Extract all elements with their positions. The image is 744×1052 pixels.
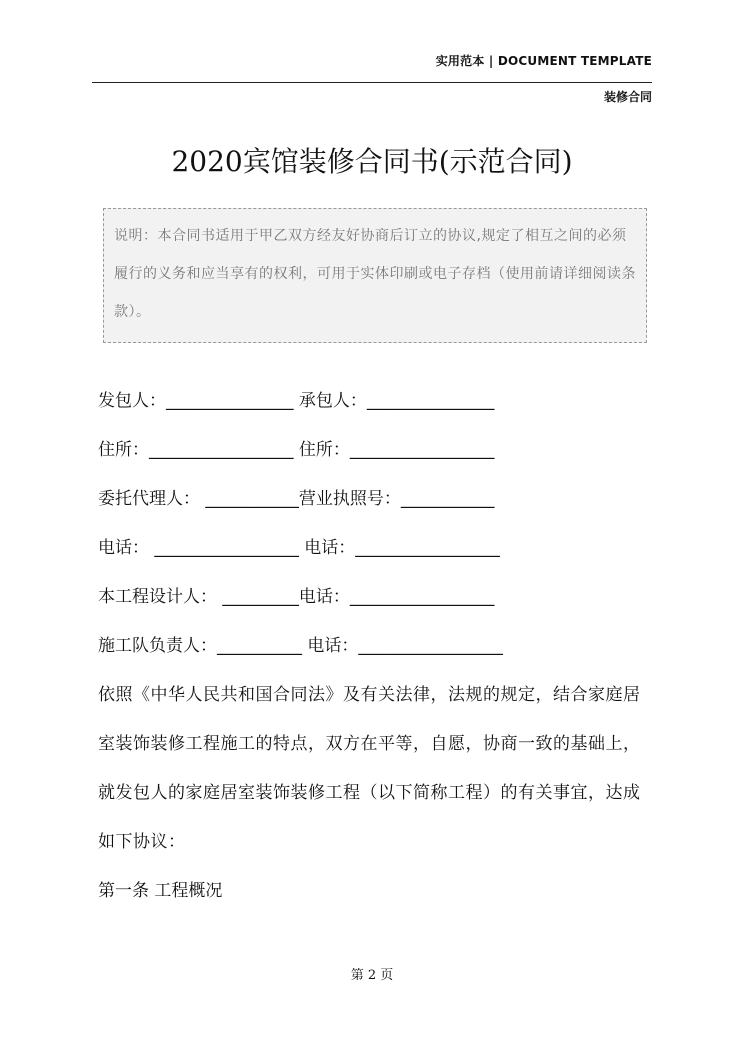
article-heading: 第一条 工程概况: [98, 881, 223, 901]
document-category-label: 装修合同: [603, 90, 652, 104]
field-line-agent-license: 委托代理人： ___________营业执照号：___________: [98, 489, 495, 509]
agreement-paragraph: 依照《中华人民共和国合同法》及有关法律，法规的规定，结合家庭居室装饰装修工程施工的特点，双方在平等，自愿，协商一致的基础上，就发包人的家庭居室装饰装修工程（以下简称工程）的有关事宜，达成如下协议：: [98, 685, 641, 852]
document-title: 2020宾馆装修合同书(示范合同): [171, 145, 573, 178]
page-number: 第 2 页: [350, 968, 394, 983]
note-box: [103, 208, 647, 343]
field-line-contractor: 发包人：_______________ 承包人：_______________: [98, 391, 495, 411]
field-line-address: 住所：_________________ 住所：_________________: [98, 440, 495, 460]
field-line-foreman: 施工队负责人：__________ 电话：_________________: [98, 636, 503, 656]
contract-body: [98, 377, 658, 916]
note-text: 说明：本合同书适用于甲乙双方经友好协商后订立的协议,规定了相互之间的必须履行的义务和应当享有的权利，可用于实体印刷或电子存档（使用前请详细阅读条款）。: [114, 228, 636, 320]
header-divider: [92, 82, 652, 83]
document-header-label: 实用范本 | DOCUMENT TEMPLATE: [435, 54, 652, 68]
field-line-designer: 本工程设计人： _________电话：_________________: [98, 587, 495, 607]
field-line-phone: 电话： _________________ 电话：_________________: [98, 538, 500, 558]
